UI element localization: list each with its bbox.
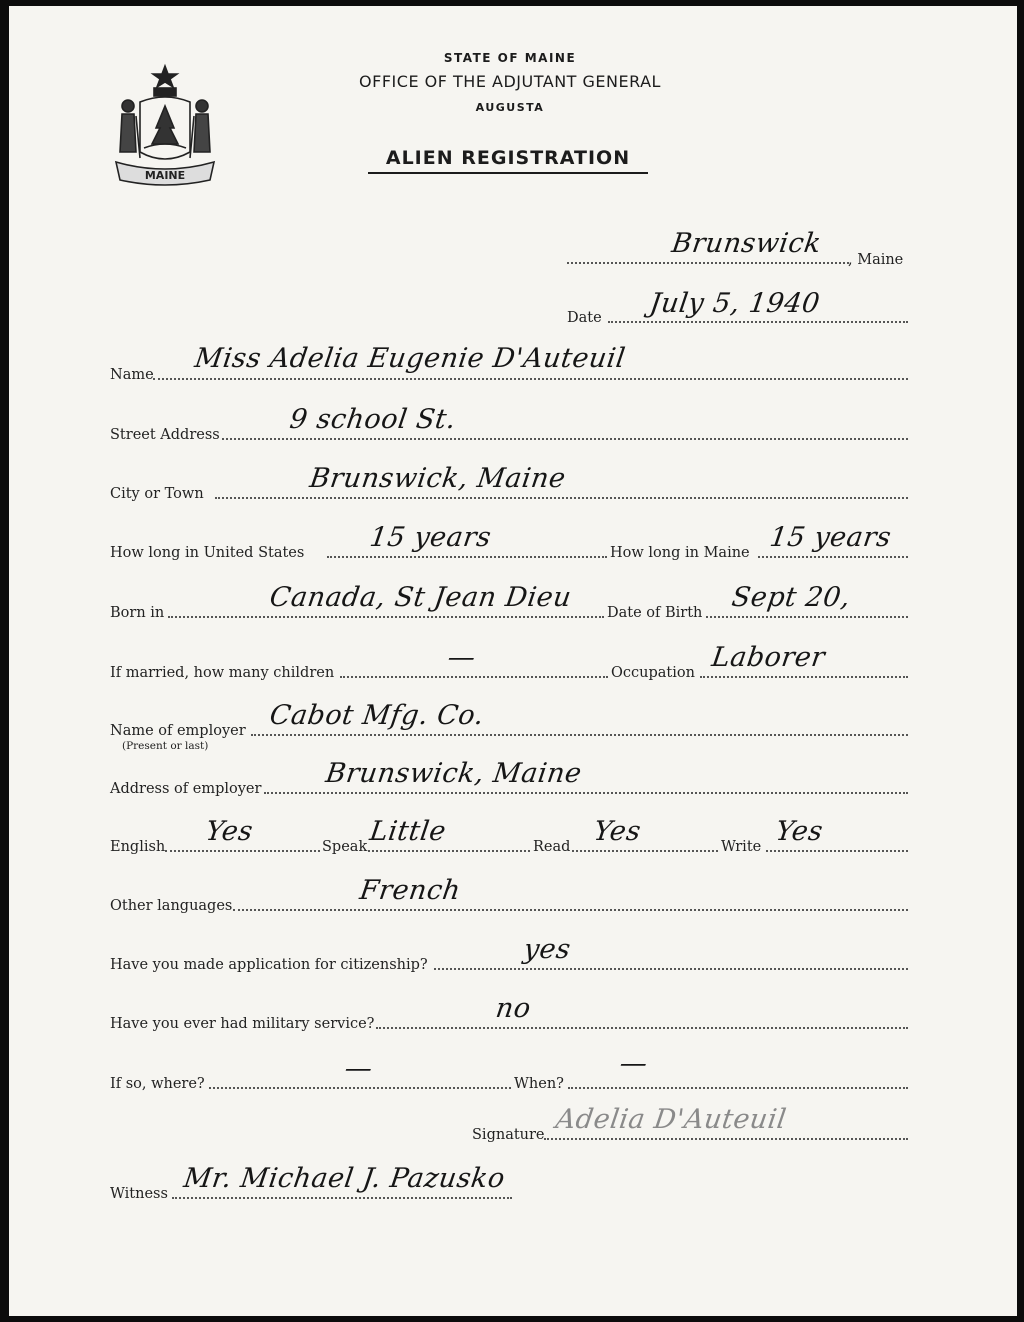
date-of-birth-value: Sept 20,: [729, 582, 853, 613]
city-line: [215, 497, 908, 499]
signature-value: Adelia D'Auteuil: [553, 1104, 789, 1135]
employer-label: Name of employer: [110, 723, 246, 739]
date-label: Date: [567, 310, 602, 326]
employer-address-label: Address of employer: [110, 781, 262, 797]
english-line: [165, 850, 320, 852]
employer-line: [251, 734, 908, 736]
scan-border-left: [0, 0, 9, 1322]
street-address-line: [222, 438, 908, 440]
when-line: [568, 1087, 908, 1089]
years-us-value: 15 years: [367, 522, 494, 553]
date-of-birth-label: Date of Birth: [607, 605, 703, 621]
header-office: OFFICE OF THE ADJUTANT GENERAL: [359, 72, 661, 91]
city-label: City or Town: [110, 486, 204, 502]
name-label: Name: [110, 367, 154, 383]
other-languages-value: French: [357, 875, 463, 906]
where-line: [209, 1087, 511, 1089]
occupation-line: [700, 676, 908, 678]
signature-label: Signature: [472, 1127, 545, 1143]
citizenship-label: Have you made application for citizenship?: [110, 957, 428, 973]
other-languages-line: [233, 909, 908, 911]
street-address-label: Street Address: [110, 427, 220, 443]
scan-border-top: [0, 0, 1024, 6]
date-line: [608, 321, 908, 323]
children-label: If married, how many children: [110, 665, 335, 681]
read-line: [572, 850, 718, 852]
witness-line: [172, 1197, 512, 1199]
citizenship-value: yes: [521, 934, 573, 965]
years-maine-line: [758, 556, 908, 558]
maine-state-seal-icon: [110, 62, 220, 188]
when-label: When?: [514, 1076, 564, 1092]
military-label: Have you ever had military service?: [110, 1016, 375, 1032]
write-label: Write: [721, 839, 762, 855]
years-us-label: How long in United States: [110, 545, 305, 561]
where-value: —: [342, 1053, 375, 1084]
write-line: [766, 850, 908, 852]
header-state: STATE OF MAINE: [443, 51, 577, 65]
where-label: If so, where?: [110, 1076, 205, 1092]
signature-line: [544, 1138, 908, 1140]
scan-border-right: [1017, 0, 1024, 1322]
witness-value: Mr. Michael J. Pazusko: [181, 1163, 508, 1194]
place-line: [567, 262, 849, 264]
speak-line: [368, 850, 530, 852]
years-us-line: [327, 556, 607, 558]
place-suffix-label: , Maine: [848, 252, 904, 268]
read-label: Read: [533, 839, 571, 855]
street-address-value: 9 school St.: [287, 404, 458, 435]
children-line: [340, 676, 608, 678]
military-value: no: [493, 993, 533, 1024]
seal-text: MAINE: [144, 169, 186, 182]
write-value: Yes: [773, 816, 825, 847]
born-in-label: Born in: [110, 605, 165, 621]
form-title: ALIEN REGISTRATION: [368, 147, 648, 174]
citizenship-line: [434, 968, 908, 970]
born-in-value: Canada, St Jean Dieu: [267, 582, 574, 613]
children-value: —: [445, 642, 478, 673]
occupation-value: Laborer: [709, 642, 828, 673]
employer-address-line: [264, 792, 908, 794]
when-value: —: [617, 1048, 650, 1079]
employer-sublabel: (Present or last): [122, 740, 209, 752]
read-value: Yes: [591, 816, 643, 847]
years-maine-value: 15 years: [767, 522, 894, 553]
header-city: AUGUSTA: [475, 101, 545, 114]
other-languages-label: Other languages: [110, 898, 233, 914]
years-maine-label: How long in Maine: [610, 545, 750, 561]
occupation-label: Occupation: [611, 665, 695, 681]
speak-value: Little: [367, 816, 449, 847]
place-value: Brunswick: [669, 228, 824, 259]
scan-border-bottom: [0, 1316, 1024, 1322]
military-line: [376, 1027, 908, 1029]
name-line: [153, 378, 908, 380]
employer-value: Cabot Mfg. Co.: [267, 700, 487, 731]
employer-address-value: Brunswick, Maine: [323, 758, 584, 789]
city-value: Brunswick, Maine: [307, 463, 568, 494]
born-in-line: [168, 616, 604, 618]
witness-label: Witness: [110, 1186, 168, 1202]
speak-label: Speak: [322, 839, 368, 855]
english-label: English: [110, 839, 166, 855]
date-of-birth-line: [706, 616, 908, 618]
english-value: Yes: [203, 816, 255, 847]
name-value: Miss Adelia Eugenie D'Auteuil: [192, 343, 628, 374]
date-value: July 5, 1940: [647, 288, 822, 319]
